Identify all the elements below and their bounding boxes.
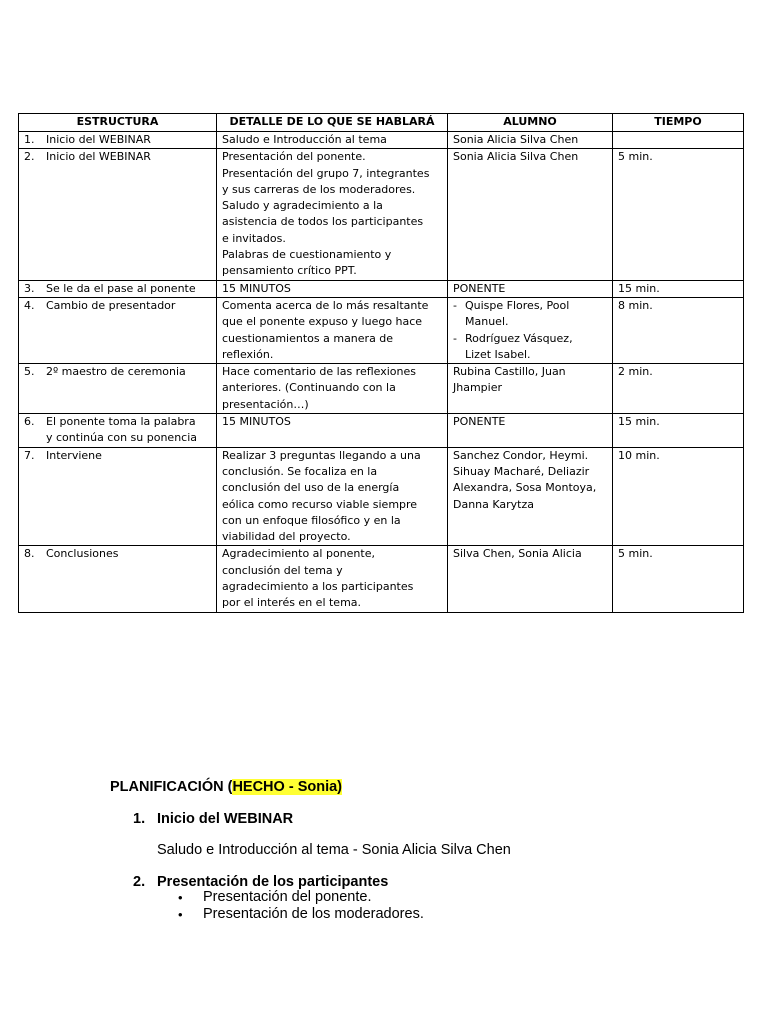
cell-estructura bbox=[19, 297, 217, 363]
section-2-heading bbox=[133, 874, 388, 890]
alumno-text: Sonia Alicia Silva Chen bbox=[453, 150, 579, 164]
detalle-text: conclusión. Se focaliza en la bbox=[222, 464, 378, 478]
cell-detalle bbox=[217, 364, 448, 414]
cell-alumno bbox=[448, 280, 613, 297]
detalle-text: Comenta acerca de lo más resaltante bbox=[222, 298, 429, 312]
section-1-number: 1. bbox=[133, 811, 146, 827]
estructura-text: 2º maestro de ceremonia bbox=[46, 365, 186, 379]
estructura-text: Inicio del WEBINAR bbox=[46, 150, 151, 164]
detalle-text: por el interés en el tema. bbox=[222, 596, 362, 610]
cell-estructura bbox=[19, 364, 217, 414]
alumno-list-item: - Quispe Flores, Pool Manuel. bbox=[453, 298, 607, 331]
estructura-text: El ponente toma la palabra bbox=[46, 415, 196, 429]
alumno-text: Jhampier bbox=[453, 381, 503, 395]
estructura-text: Interviene bbox=[46, 448, 102, 462]
cell-estructura bbox=[19, 447, 217, 546]
section-2-bullet-list bbox=[178, 889, 424, 923]
table-row bbox=[19, 280, 744, 297]
bullet-item: • Presentación del ponente. bbox=[178, 889, 424, 906]
cell-detalle bbox=[217, 149, 448, 280]
cell-estructura bbox=[19, 280, 217, 297]
table-row bbox=[19, 414, 744, 448]
section-1-text: Saludo e Introducción al tema - Sonia Alicia Silva Chen bbox=[157, 842, 511, 858]
alumno-text: Silva Chen, Sonia Alicia bbox=[453, 547, 582, 561]
table-row bbox=[19, 297, 744, 363]
detalle-text: Presentación del grupo 7, integrantes bbox=[222, 166, 430, 180]
row-number: 2. bbox=[24, 150, 35, 164]
section-1-title: Inicio del WEBINAR bbox=[157, 811, 294, 827]
cell-tiempo: 15 min. bbox=[613, 280, 744, 297]
cell-alumno bbox=[448, 414, 613, 448]
detalle-text: cuestionamientos a manera de bbox=[222, 331, 394, 345]
alumno-text: Sihuay Macharé, Deliazir bbox=[453, 464, 590, 478]
detalle-text: viabilidad del proyecto. bbox=[222, 530, 351, 544]
plan-title-prefix: PLANIFICACIÓN ( bbox=[110, 779, 233, 795]
cell-tiempo bbox=[613, 132, 744, 149]
alumno-text: Lizet Isabel. bbox=[465, 347, 531, 361]
plan-title-highlight: HECHO - Sonia) bbox=[232, 779, 342, 795]
table-row bbox=[19, 132, 744, 149]
section-2-number: 2. bbox=[133, 874, 146, 890]
table-row bbox=[19, 546, 744, 612]
row-number: 5. bbox=[24, 365, 35, 379]
alumno-text: Manuel. bbox=[465, 315, 509, 329]
alumno-text: PONENTE bbox=[453, 281, 506, 295]
row-number: 6. bbox=[24, 415, 35, 429]
cell-alumno bbox=[448, 447, 613, 546]
detalle-text: conclusión del tema y bbox=[222, 563, 343, 577]
alumno-text: Danna Karytza bbox=[453, 497, 535, 511]
table-row bbox=[19, 149, 744, 280]
cell-detalle bbox=[217, 414, 448, 448]
alumno-text: Sonia Alicia Silva Chen bbox=[453, 133, 579, 146]
detalle-text: Saludo y agradecimiento a la bbox=[222, 199, 383, 213]
plan-title bbox=[110, 779, 342, 795]
detalle-text: Palabras de cuestionamiento y bbox=[222, 248, 392, 262]
cell-estructura bbox=[19, 414, 217, 448]
cell-alumno bbox=[448, 546, 613, 612]
row-number: 8. bbox=[24, 547, 35, 561]
cell-detalle bbox=[217, 546, 448, 612]
detalle-text: eólica como recurso viable siempre bbox=[222, 497, 418, 511]
alumno-text: Sanchez Condor, Heymi. bbox=[453, 448, 589, 462]
estructura-text: Cambio de presentador bbox=[46, 298, 176, 312]
cell-detalle bbox=[217, 132, 448, 149]
detalle-text: Realizar 3 preguntas llegando a una bbox=[222, 448, 421, 462]
row-number: 4. bbox=[24, 298, 35, 312]
alumno-text: Rodríguez Vásquez, bbox=[465, 331, 573, 345]
cell-alumno bbox=[448, 364, 613, 414]
estructura-text: Se le da el pase al ponente bbox=[46, 281, 196, 295]
cell-tiempo: 15 min. bbox=[613, 414, 744, 448]
cell-alumno bbox=[448, 149, 613, 280]
detalle-text: reflexión. bbox=[222, 347, 274, 361]
cell-tiempo: 5 min. bbox=[613, 546, 744, 612]
detalle-text: Saludo e Introducción al tema bbox=[222, 133, 387, 146]
alumno-text: Quispe Flores, Pool bbox=[465, 298, 570, 312]
estructura-text: Conclusiones bbox=[46, 547, 119, 561]
detalle-text: y sus carreras de los moderadores. bbox=[222, 182, 416, 196]
alumno-text: PONENTE bbox=[453, 415, 506, 429]
detalle-text: pensamiento crítico PPT. bbox=[222, 264, 357, 278]
detalle-text: con un enfoque filosófico y en la bbox=[222, 513, 401, 527]
table-row bbox=[19, 364, 744, 414]
row-number: 3. bbox=[24, 281, 35, 295]
section-1-heading bbox=[133, 811, 293, 827]
detalle-text: Agradecimiento al ponente, bbox=[222, 547, 375, 561]
cell-detalle bbox=[217, 280, 448, 297]
cell-tiempo: 5 min. bbox=[613, 149, 744, 280]
cell-tiempo: 2 min. bbox=[613, 364, 744, 414]
estructura-text: Inicio del WEBINAR bbox=[46, 133, 151, 146]
header-alumno: ALUMNO bbox=[448, 114, 613, 132]
section-2-title: Presentación de los participantes bbox=[157, 874, 389, 890]
cell-alumno bbox=[448, 132, 613, 149]
detalle-text: 15 MINUTOS bbox=[222, 281, 291, 295]
bullet-item: • Presentación de los moderadores. bbox=[178, 906, 424, 923]
cell-tiempo: 10 min. bbox=[613, 447, 744, 546]
detalle-text: que el ponente expuso y luego hace bbox=[222, 315, 423, 329]
cell-estructura bbox=[19, 132, 217, 149]
cell-tiempo: 8 min. bbox=[613, 297, 744, 363]
alumno-list-item: - Rodríguez Vásquez, Lizet Isabel. bbox=[453, 331, 607, 364]
row-number: 1. bbox=[24, 133, 35, 146]
header-detalle: DETALLE DE LO QUE SE HABLARÁ bbox=[217, 114, 448, 132]
detalle-text: conclusión del uso de la energía bbox=[222, 481, 400, 495]
header-tiempo: TIEMPO bbox=[613, 114, 744, 132]
cell-estructura bbox=[19, 546, 217, 612]
detalle-text: presentación…) bbox=[222, 397, 309, 411]
cell-alumno bbox=[448, 297, 613, 363]
cell-detalle bbox=[217, 447, 448, 546]
table-header-row bbox=[19, 114, 744, 132]
alumno-text: Rubina Castillo, Juan bbox=[453, 365, 566, 379]
detalle-text: asistencia de todos los participantes bbox=[222, 215, 424, 229]
detalle-text: Hace comentario de las reflexiones bbox=[222, 365, 417, 379]
detalle-text: e invitados. bbox=[222, 231, 286, 245]
cell-estructura bbox=[19, 149, 217, 280]
schedule-table bbox=[18, 113, 744, 613]
table-row bbox=[19, 447, 744, 546]
detalle-text: Presentación del ponente. bbox=[222, 150, 366, 164]
row-number: 7. bbox=[24, 448, 35, 462]
header-estructura: ESTRUCTURA bbox=[19, 114, 217, 132]
detalle-text: agradecimiento a los participantes bbox=[222, 580, 414, 594]
detalle-text: anteriores. (Continuando con la bbox=[222, 381, 396, 395]
detalle-text: 15 MINUTOS bbox=[222, 415, 291, 429]
cell-detalle bbox=[217, 297, 448, 363]
alumno-text: Alexandra, Sosa Montoya, bbox=[453, 481, 597, 495]
estructura-text: y continúa con su ponencia bbox=[46, 431, 198, 445]
